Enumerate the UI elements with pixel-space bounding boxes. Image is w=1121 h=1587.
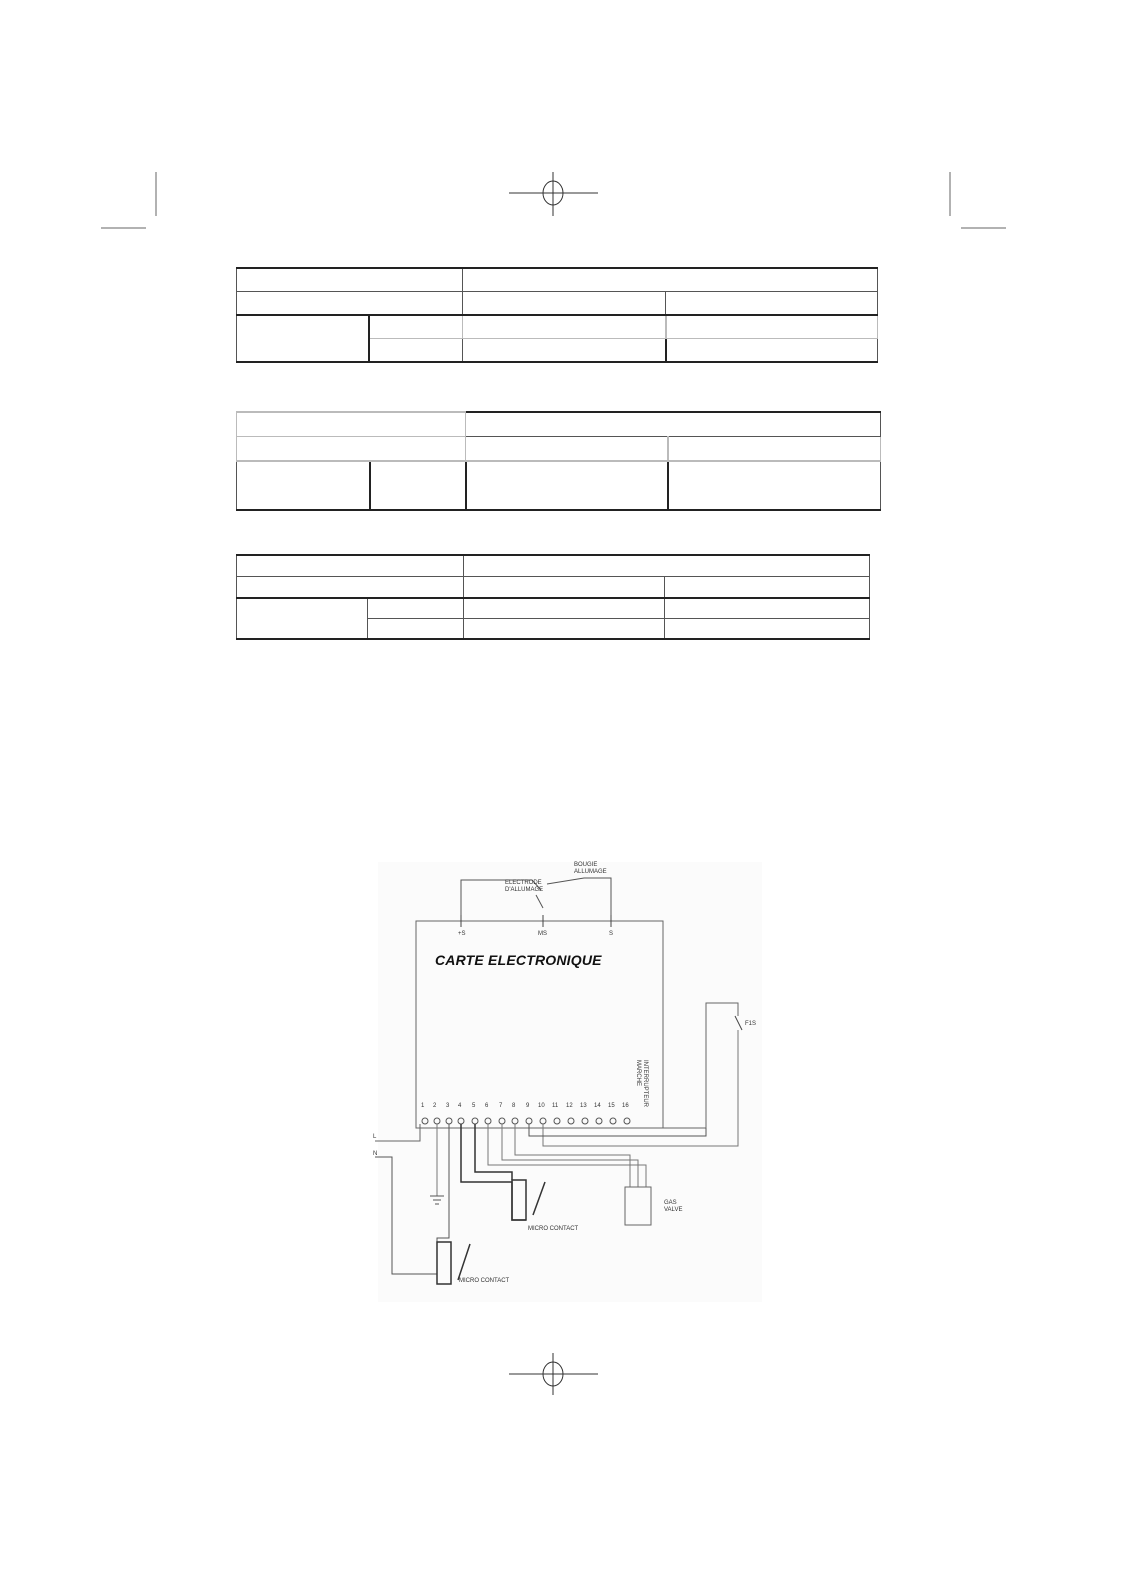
terminal-number: 8: [512, 1103, 516, 1109]
terminal-number: 13: [580, 1103, 587, 1109]
terminal-number: 12: [566, 1103, 573, 1109]
terminal-number: 15: [608, 1103, 615, 1109]
terminal-number: 9: [526, 1103, 530, 1109]
micro-contact-2-label: MICRO CONTACT: [459, 1278, 510, 1284]
terminal-number: 7: [499, 1103, 503, 1109]
interrupteur-label: INTERRUPTEUR MARCHE: [635, 1060, 648, 1108]
terminal-number: 5: [472, 1103, 476, 1109]
bougie-label: BOUGIE ALLUMAGE: [574, 862, 607, 875]
terminal-number: 16: [622, 1103, 629, 1109]
line-label-n: N: [373, 1151, 378, 1157]
terminal-number: 6: [485, 1103, 489, 1109]
terminal-number: 2: [433, 1103, 437, 1109]
terminal-number: 4: [458, 1103, 462, 1109]
terminal-number: 1: [421, 1103, 425, 1109]
electrode-label: ELECTRODE D'ALLUMAGE: [505, 880, 544, 893]
terminal-number: 11: [552, 1103, 559, 1109]
terminal-label-right: S: [609, 931, 614, 937]
terminal-number: 10: [538, 1103, 545, 1109]
terminal-label-mid: MS: [538, 931, 547, 937]
terminal-label-left: +S: [458, 931, 466, 937]
gas-valve-label: GAS VALVE: [664, 1200, 683, 1213]
terminal-number: 3: [446, 1103, 450, 1109]
line-label-l: L: [373, 1134, 377, 1140]
diagram-title: CARTE ELECTRONIQUE: [435, 952, 602, 968]
fuse-label: F1S: [745, 1021, 757, 1027]
terminal-number: 14: [594, 1103, 601, 1109]
micro-contact-1-label: MICRO CONTACT: [528, 1226, 579, 1232]
